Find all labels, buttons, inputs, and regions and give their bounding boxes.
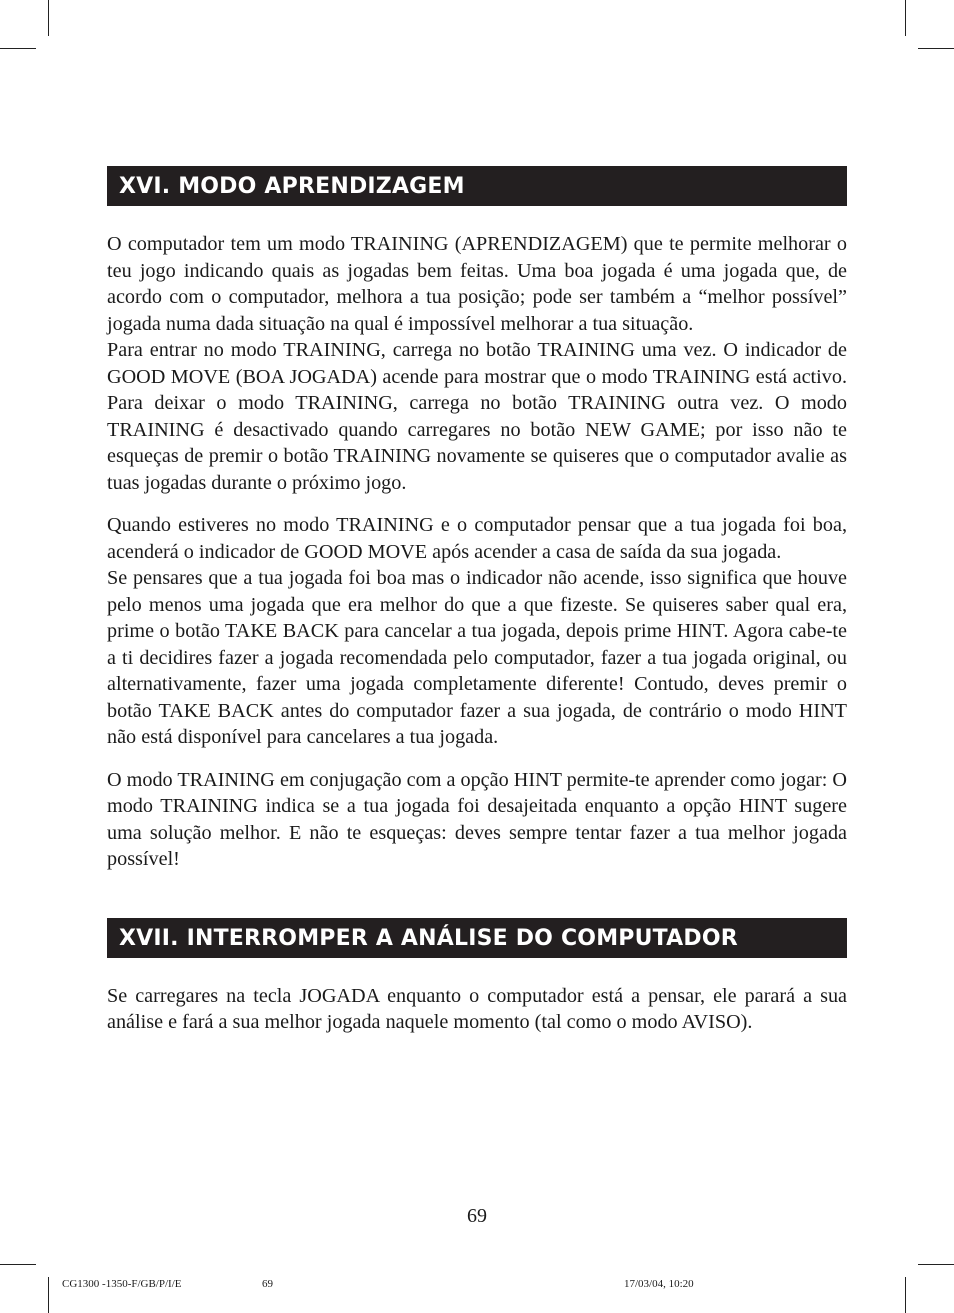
crop-mark (0, 48, 36, 49)
section-heading-interrupt: XVII. INTERROMPER A ANÁLISE DO COMPUTADOR (107, 918, 847, 958)
crop-mark (48, 0, 49, 36)
crop-mark (905, 1277, 906, 1313)
footer-timestamp: 17/03/04, 10:20 (624, 1278, 694, 1290)
footer-file: CG1300 -1350-F/GB/P/I/E (62, 1278, 182, 1290)
crop-mark (905, 0, 906, 36)
paragraph: O computador tem um modo TRAINING (APRENDIZAGEM) que te permite melhorar o teu jogo indicando quais as jogadas bem feitas. Uma boa jogada é uma jogada que, de acordo com o computador, melhora a tua posição; pode ser também a “melhor possível” jogada numa dada situação na qual é impossível melhorar a tua situação. (107, 233, 847, 335)
paragraph: O modo TRAINING em conjugação com a opção HINT permite-te aprender como jogar: O modo TRAINING indica se a tua jogada foi desajeitada enquanto a opção HINT sugere uma solução melhor. E não te esqueças: deves sempre tentar fazer a tua melhor jogada possível! (107, 768, 847, 870)
page-content (107, 166, 847, 1036)
paragraph: Para entrar no modo TRAINING, carrega no botão TRAINING uma vez. O indicador de GOOD MOVE (BOA JOGADA) acende para mostrar que o modo TRAINING está activo. Para deixar o modo TRAINING, carrega no botão TRAINING outra vez. O modo TRAINING é desactivado quando carregares no botão NEW GAME; por isso não te esqueças de premir o botão TRAINING novamente se quiseres que o computador avalie as tuas jogadas durante o próximo jogo. (107, 339, 847, 494)
paragraph: Quando estiveres no modo TRAINING e o computador pensar que a tua jogada foi boa, acenderá o indicador de GOOD MOVE após acender a casa de saída da sua jogada. (107, 514, 847, 563)
crop-mark (918, 1264, 954, 1265)
crop-mark (918, 48, 954, 49)
crop-mark (0, 1264, 36, 1265)
paragraph: Se pensares que a tua jogada foi boa mas o indicador não acende, isso significa que houve pelo menos uma jogada que era melhor do que a que fizeste. Se quiseres saber qual era, prime o botão TAKE BACK para cancelar a tua jogada, depois prime HINT. Agora cabe-te a ti decidires fazer a jogada recomendada pelo computador, fazer a tua jogada original, ou alternativamente, fazer uma jogada completamente diferente! Contudo, deves premir o botão TAKE BACK antes do computador fazer a sua jogada, de contrário o modo HINT não está disponível para cancelares a tua jogada. (107, 567, 847, 748)
footer-page: 69 (262, 1278, 273, 1290)
section-heading-training: XVI. MODO APRENDIZAGEM (107, 166, 847, 206)
crop-mark (48, 1277, 49, 1313)
paragraph: Se carregares na tecla JOGADA enquanto o computador está a pensar, ele parará a sua análise e fará a sua melhor jogada naquele momento (tal como o modo AVISO). (107, 984, 847, 1033)
page-number: 69 (467, 1205, 487, 1227)
